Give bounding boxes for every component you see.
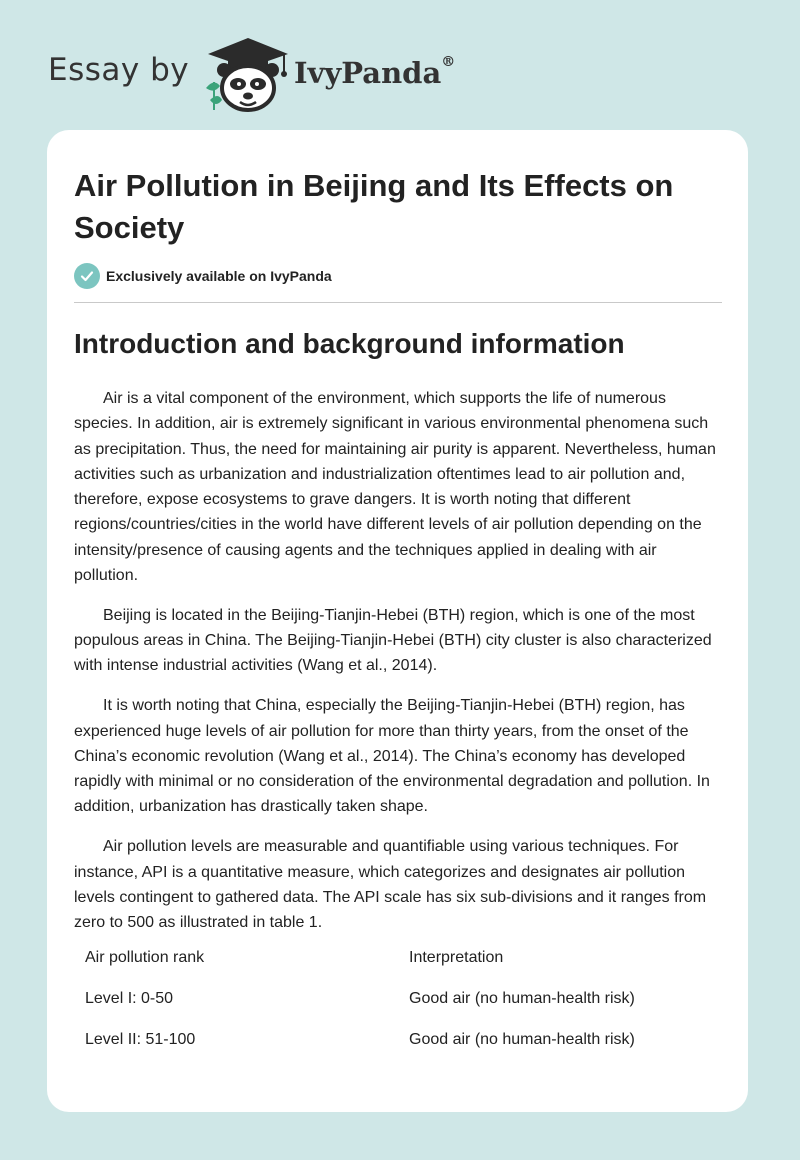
- table-header-cell: Interpretation: [409, 949, 504, 966]
- article-body: [74, 386, 724, 950]
- divider: [74, 302, 722, 303]
- paragraph: Beijing is located in the Beijing-Tianjin-Hebei (BTH) region, which is one of the most populous areas in China. The Beijing-Tianjin-Hebei (BTH) city cluster is also characterized with intense industrial activities (Wang et al., 2014).: [74, 606, 712, 675]
- table-header-row: [74, 949, 724, 990]
- essay-by-label: Essay by: [48, 52, 190, 88]
- check-icon: [74, 263, 100, 289]
- table-row: [74, 990, 724, 1031]
- paragraph: It is worth noting that China, especially the Beijing-Tianjin-Hebei (BTH) region, has experienced huge levels of air pollution for more than thirty years, from the onset of the China’s economic revolution (Wang et al., 2014). The China’s economy has developed rapidly with minimal or no consideration of the environmental degradation and pollution. In addition, urbanization has drastically taken shape.: [74, 697, 710, 816]
- panda-logo-icon[interactable]: [200, 34, 296, 114]
- table-cell: Level I: 0-50: [85, 990, 174, 1007]
- registered-mark: ®: [441, 54, 456, 70]
- site-header: [48, 30, 648, 110]
- exclusive-badge: [74, 263, 332, 289]
- badge-label: Exclusively available on IvyPanda: [106, 268, 332, 284]
- article-card: [47, 130, 748, 1112]
- brand-name[interactable]: [294, 56, 455, 90]
- table-cell: Good air (no human-health risk): [409, 1031, 635, 1048]
- api-table: [74, 949, 724, 1072]
- brand-name-text: IvyPanda: [294, 56, 442, 90]
- paragraph: Air pollution levels are measurable and quantifiable using various techniques. For instance, API is a quantitative measure, which categorizes and designates air pollution levels contingent to gathered data. The API scale has six sub-divisions and it ranges from zero to 500 as illustrated in table 1.: [74, 838, 707, 932]
- section-heading: Introduction and background information: [74, 328, 625, 359]
- table-row: [74, 1031, 724, 1072]
- table-header-cell: Air pollution rank: [85, 949, 205, 966]
- page-title: Air Pollution in Beijing and Its Effects on Society: [74, 168, 674, 245]
- paragraph: Air is a vital component of the environment, which supports the life of numerous species. In addition, air is extremely significant in various environmental phenomena such as precipitation. Thus, the need for maintaining air purity is apparent. Nevertheless, human activities such as urbanization and industrialization oftentimes lead to air pollution and, therefore, expose ecosystems to grave dangers. It is worth noting that different regions/countries/cities in the world have different levels of air pollution depending on the intensity/presence of causing agents and the techniques applied in dealing with air pollution.: [74, 390, 716, 585]
- table-cell: Good air (no human-health risk): [409, 990, 635, 1007]
- table-cell: Level II: 51-100: [85, 1031, 196, 1048]
